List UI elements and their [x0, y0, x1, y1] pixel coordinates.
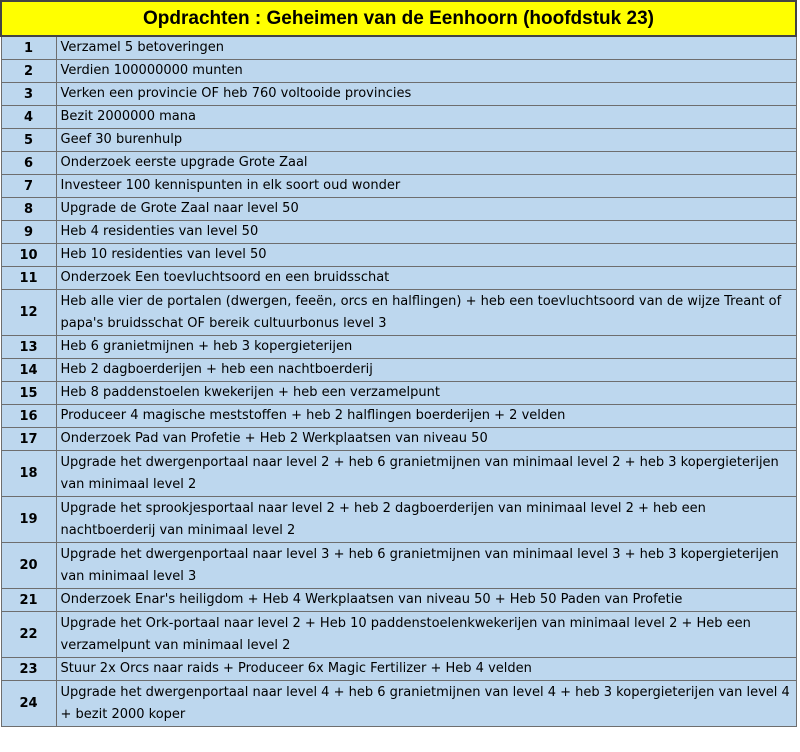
- row-number[interactable]: 12: [1, 290, 56, 336]
- task-text[interactable]: Onderzoek eerste upgrade Grote Zaal: [56, 152, 796, 175]
- row-number[interactable]: 4: [1, 106, 56, 129]
- row-number[interactable]: 11: [1, 267, 56, 290]
- table-row: [1, 589, 796, 612]
- task-text[interactable]: Upgrade het Ork-portaal naar level 2 + Heb 10 paddenstoelenkwekerijen van minimaal level 2 + Heb een verzamelpunt van minimaal level 2: [56, 612, 796, 658]
- task-text[interactable]: Heb 10 residenties van level 50: [56, 244, 796, 267]
- task-text[interactable]: Heb 8 paddenstoelen kwekerijen + heb een verzamelpunt: [56, 382, 796, 405]
- table-row: [1, 267, 796, 290]
- table-row: [1, 36, 796, 60]
- task-text[interactable]: Onderzoek Pad van Profetie + Heb 2 Werkplaatsen van niveau 50: [56, 428, 796, 451]
- table-row: [1, 60, 796, 83]
- table-row: [1, 681, 796, 727]
- row-number[interactable]: 8: [1, 198, 56, 221]
- table-row: [1, 658, 796, 681]
- table-row: [1, 175, 796, 198]
- sheet-title[interactable]: Opdrachten : Geheimen van de Eenhoorn (hoofdstuk 23): [1, 1, 796, 36]
- task-text[interactable]: Upgrade het dwergenportaal naar level 4 + heb 6 granietmijnen van level 4 + heb 3 kopergieterijen van level 4 + bezit 2000 koper: [56, 681, 796, 727]
- row-number[interactable]: 21: [1, 589, 56, 612]
- row-number[interactable]: 3: [1, 83, 56, 106]
- row-number[interactable]: 10: [1, 244, 56, 267]
- task-text[interactable]: Heb 2 dagboerderijen + heb een nachtboerderij: [56, 359, 796, 382]
- row-number[interactable]: 15: [1, 382, 56, 405]
- task-text[interactable]: Verken een provincie OF heb 760 voltooide provincies: [56, 83, 796, 106]
- task-text[interactable]: Upgrade de Grote Zaal naar level 50: [56, 198, 796, 221]
- task-text[interactable]: Verzamel 5 betoveringen: [56, 36, 796, 60]
- table-row: [1, 152, 796, 175]
- table-row: [1, 543, 796, 589]
- row-number[interactable]: 13: [1, 336, 56, 359]
- task-text[interactable]: Onderzoek Enar's heiligdom + Heb 4 Werkplaatsen van niveau 50 + Heb 50 Paden van Profetie: [56, 589, 796, 612]
- task-text[interactable]: Upgrade het dwergenportaal naar level 2 + heb 6 granietmijnen van minimaal level 2 + heb 3 kopergieterijen van minimaal level 2: [56, 451, 796, 497]
- table-row: [1, 106, 796, 129]
- task-text[interactable]: Bezit 2000000 mana: [56, 106, 796, 129]
- row-number[interactable]: 17: [1, 428, 56, 451]
- task-text[interactable]: Stuur 2x Orcs naar raids + Produceer 6x Magic Fertilizer + Heb 4 velden: [56, 658, 796, 681]
- row-number[interactable]: 19: [1, 497, 56, 543]
- row-number[interactable]: 7: [1, 175, 56, 198]
- table-row: [1, 129, 796, 152]
- table-row: [1, 612, 796, 658]
- table-row: [1, 451, 796, 497]
- table-row: [1, 382, 796, 405]
- row-number[interactable]: 6: [1, 152, 56, 175]
- table-row: [1, 198, 796, 221]
- row-number[interactable]: 5: [1, 129, 56, 152]
- table-row: [1, 290, 796, 336]
- row-number[interactable]: 16: [1, 405, 56, 428]
- task-text[interactable]: Upgrade het sprookjesportaal naar level 2 + heb 2 dagboerderijen van minimaal level 2 + heb een nachtboerderij van minimaal level 2: [56, 497, 796, 543]
- row-number[interactable]: 20: [1, 543, 56, 589]
- table-row: [1, 405, 796, 428]
- table-row: [1, 359, 796, 382]
- table-row: [1, 428, 796, 451]
- table-row: [1, 497, 796, 543]
- table-row: [1, 336, 796, 359]
- row-number[interactable]: 1: [1, 36, 56, 60]
- task-text[interactable]: Onderzoek Een toevluchtsoord en een bruidsschat: [56, 267, 796, 290]
- table-row: [1, 83, 796, 106]
- task-text[interactable]: Produceer 4 magische meststoffen + heb 2 halflingen boerderijen + 2 velden: [56, 405, 796, 428]
- task-text[interactable]: Geef 30 burenhulp: [56, 129, 796, 152]
- row-number[interactable]: 14: [1, 359, 56, 382]
- task-text[interactable]: Investeer 100 kennispunten in elk soort oud wonder: [56, 175, 796, 198]
- title-row: [1, 1, 796, 36]
- task-text[interactable]: Heb 4 residenties van level 50: [56, 221, 796, 244]
- task-text[interactable]: Upgrade het dwergenportaal naar level 3 + heb 6 granietmijnen van minimaal level 3 + heb 3 kopergieterijen van minimaal level 3: [56, 543, 796, 589]
- row-number[interactable]: 9: [1, 221, 56, 244]
- row-number[interactable]: 2: [1, 60, 56, 83]
- row-number[interactable]: 22: [1, 612, 56, 658]
- task-text[interactable]: Heb alle vier de portalen (dwergen, feeën, orcs en halflingen) + heb een toevluchtsoord van de wijze Treant of papa's bruidsschat OF bereik cultuurbonus level 3: [56, 290, 796, 336]
- table-row: [1, 221, 796, 244]
- row-number[interactable]: 23: [1, 658, 56, 681]
- table-row: [1, 244, 796, 267]
- task-text[interactable]: Verdien 100000000 munten: [56, 60, 796, 83]
- task-text[interactable]: Heb 6 granietmijnen + heb 3 kopergieterijen: [56, 336, 796, 359]
- row-number[interactable]: 18: [1, 451, 56, 497]
- row-number[interactable]: 24: [1, 681, 56, 727]
